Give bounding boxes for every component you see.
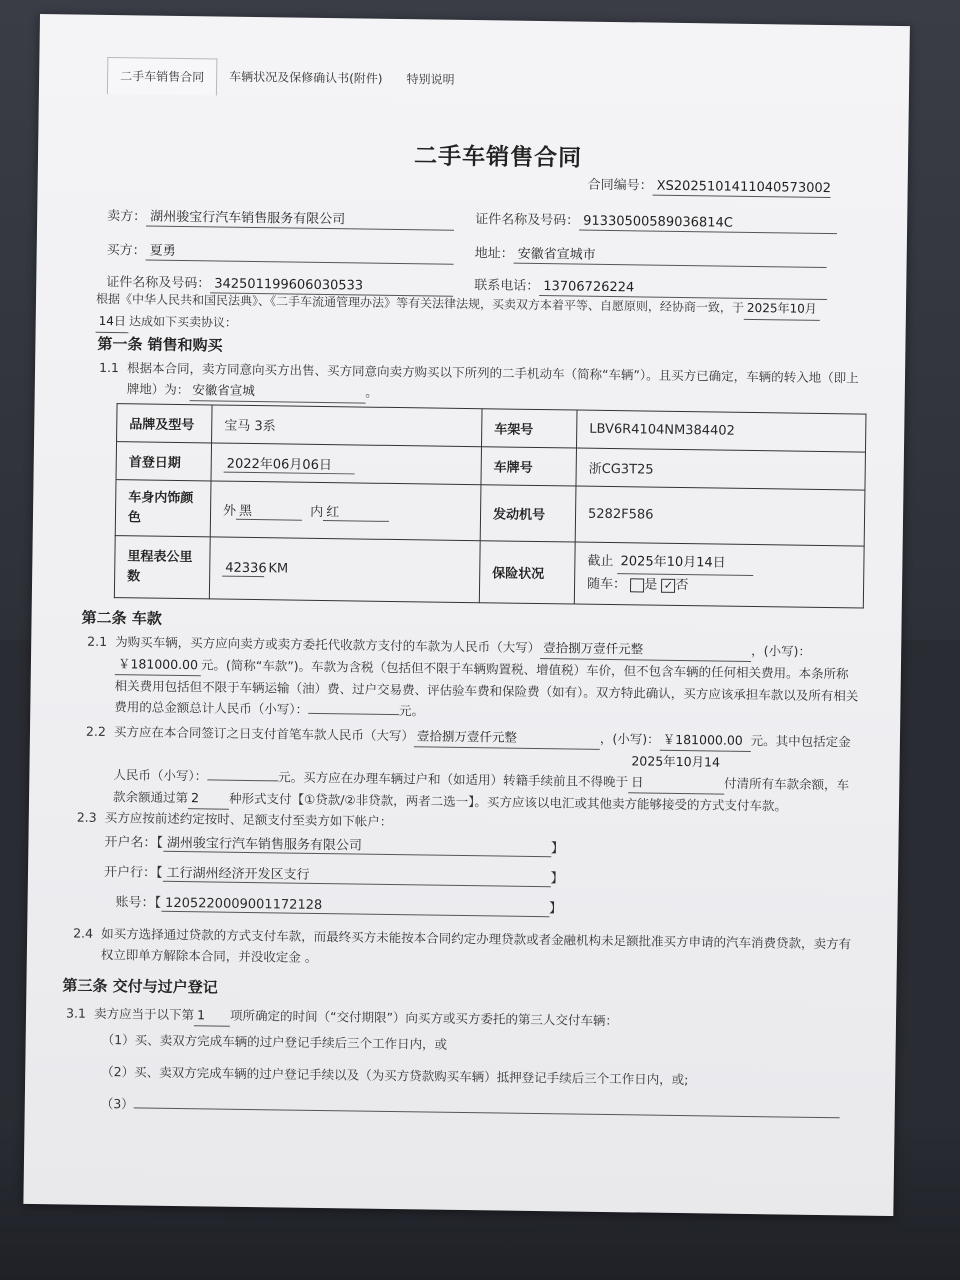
contract-number: 合同编号： XS2025101411040573002 (587, 177, 832, 197)
phone-field: 联系电话： 13706726224 (474, 274, 827, 300)
table-row (115, 480, 865, 546)
address-field: 地址： 安徽省宣城市 (475, 242, 827, 268)
outer-color-value: 黑 (236, 499, 302, 520)
insurance-yes-checkbox[interactable] (630, 578, 644, 592)
color-label: 车身内饰颜色 (115, 480, 211, 537)
tab-sales-contract[interactable]: 二手车销售合同 (107, 57, 218, 96)
contract-document (62, 44, 870, 1112)
contract-paper (23, 14, 910, 1216)
insurance-until-value: 2025年10月14日 (617, 551, 753, 576)
bank-field: 开户行：【 工行湖州经济开发区支行 】 (104, 861, 564, 887)
clause-3-1-item3: （3） (101, 1093, 861, 1125)
buyer-field: 买方： 夏勇 (107, 239, 454, 265)
brand-label: 品牌及型号 (117, 404, 213, 443)
reg-date-label: 首登日期 (116, 442, 212, 481)
vin-label: 车架号 (482, 409, 578, 448)
plate-value: 浙CG3T25 (576, 448, 866, 490)
vin-value: LBV6R4104NM384402 (576, 410, 866, 452)
reg-date-value: 2022年06月06日 (224, 452, 355, 474)
reg-date-cell (211, 443, 482, 485)
section1-title: 第一条 销售和购买 (97, 334, 223, 355)
clause-2-3: 2.3 买方应按前述约定按时、足额支付至卖方如下帐户： (76, 809, 393, 829)
plate-label: 车牌号 (481, 447, 577, 486)
clause-3-1-item2: （2）买、卖双方完成车辆的过户登记手续以及（为买方贷款购买车辆）抵押登记手续后三个工作日内，或; (101, 1063, 689, 1088)
seller-id-field: 证件名称及号码： 91330500589036814C (475, 208, 837, 234)
mileage-label: 里程表公里数 (114, 536, 210, 599)
mileage-cell: 42336 KM (209, 537, 480, 603)
clause-2-1: 2.1 为购买车辆，买方应向卖方或卖方委托代收款方支付的车款为人民币（大写） 壹拾捌万壹仟元整 ，(小写)： ￥181000.00 元。(简称“车款”)。车款为含税（包括但不限于车辆购置税、增值税）车价，但不包含车辆的任何相关费用。本条所称相关费用包括但不限于车辆运输（油）费、过户交易费、评估验车费和保险费（如有）。双方特此确认，买方应该承担车款以及所有相关费用的总金额总计人民币（小写）： 元。 (87, 633, 859, 719)
seller-field: 卖方： 湖州骏宝行汽车销售服务有限公司 (107, 205, 454, 231)
section2-title: 第二条 车款 (81, 608, 162, 628)
account-name-field: 开户名：【 湖州骏宝行汽车销售服务有限公司 】 (104, 831, 564, 857)
page-title: 二手车销售合同 (413, 143, 583, 172)
buyer-id-field: 证件名称及号码： 342501199606030533 (106, 271, 453, 297)
tab-vehicle-condition[interactable]: 车辆状况及保修确认书(附件) (229, 69, 383, 86)
tab-special-notes[interactable]: 特别说明 (406, 72, 455, 87)
account-number-field: 账号：【 1205220009001172128 】 (115, 895, 563, 917)
engine-value: 5282F586 (575, 486, 865, 546)
insurance-no-checkbox[interactable]: ✓ (661, 578, 675, 592)
clause-1-1: 1.1 根据本合同，卖方同意向买方出售、买方同意向卖方购买以下所列的二手机动车（简称“车辆”）。且买方已确定，车辆的转入地（即上牌地）为： 安徽省宣城 。 (127, 357, 863, 410)
clause-2-2: 2.2 买方应在本合同签订之日支付首笔车款人民币（大写） 壹拾捌万壹仟元整 ，(小写)： ￥181000.00 元。其中包括定金人民币（小写）： 元。买方应在办理车辆过户和（如适用）转籍手续前且不得晚于2025年10月14日 付清所有车款余额，车款余额通过第 2 种形式支付【①贷款/②非贷款，两者二选一】。买方应该以电汇或其他卖方能够接受的方式支付车款。 (85, 723, 851, 814)
section3-title: 第三条 交付与过户登记 (62, 976, 218, 997)
preamble: 根据《中华人民共和国民法典》、《二手车流通管理办法》等有关法律法规，买卖双方本着平等、自愿原则，经协商一致，于 2025年10月 14日 达成如下买卖协议： (96, 289, 857, 344)
vehicle-info-table (114, 403, 867, 608)
table-row (114, 536, 864, 608)
brand-value: 宝马 3系 (212, 405, 483, 447)
insurance-label: 保险状况 (479, 541, 575, 604)
clause-3-1-item1: （1）买、卖双方完成车辆的过户登记手续后三个工作日内，或 (101, 1031, 448, 1052)
engine-label: 发动机号 (480, 485, 576, 542)
color-cell: 外 黑 内 红 (210, 481, 481, 541)
clause-2-4: 2.4 如买方选择通过贷款的方式支付车款，而最终买方未能按本合同约定办理贷款或者金融机构未足额批准买方申请的汽车消费贷款，卖方有权立即单方解除本合同，并没收定金 。 (73, 925, 852, 965)
insurance-cell: 截止 2025年10月14日 随车： 是 ✓ 否 (574, 542, 864, 608)
clause-3-1: 3.1 卖方应当于以下第 1 项所确定的时间（“交付期限”）向买方或买方委托的第三人交付车辆： (65, 1005, 619, 1029)
inner-color-value: 红 (323, 501, 389, 522)
mileage-value: 42336 (222, 560, 264, 577)
doc-tabs (107, 57, 467, 98)
